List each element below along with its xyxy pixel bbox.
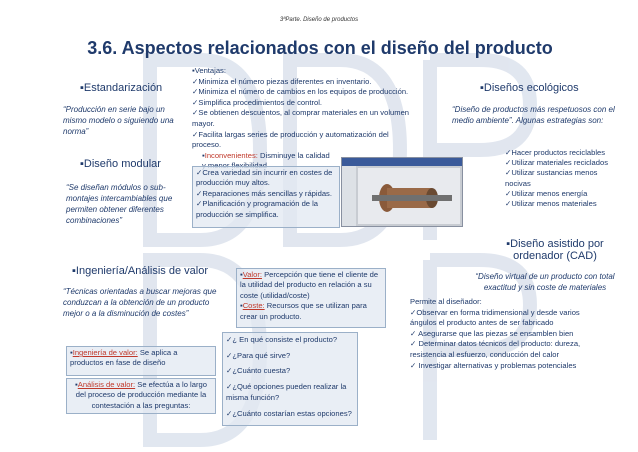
ventajas-item: ✓Simplifica procedimientos de control.: [192, 97, 323, 107]
valor-coste-box: [236, 268, 386, 328]
ingenieria-valor-box: ▪Ingeniería de valor: Se aplica a productos en fase de diseño: [66, 346, 216, 376]
question-item: ✓¿Qué opciones pueden realizar la misma función?: [226, 381, 347, 403]
question-item: ✓¿Cuánto cuesta?: [226, 366, 291, 376]
estandarizacion-quote: “Producción en serie bajo un mismo modelo o siguiendo una norma”: [63, 105, 174, 136]
ecologicos-item: ✓Hacer productos reciclables: [505, 148, 606, 157]
questions-box: [222, 332, 358, 426]
cad-permite: [410, 297, 595, 371]
cad-screenshot-image: [341, 157, 463, 227]
coste-definition: ▪Coste: Recursos que se utilizan para crear un producto.: [240, 301, 367, 321]
analisis-valor-box: ▪Análisis de valor: Se efectúa a lo largo del proceso de producción mediante la contestación a las preguntas:: [66, 378, 216, 414]
cad-quote: “Diseño virtual de un producto con total exactitud y sin coste de materiales: [475, 272, 615, 292]
ventajas-item: ✓Facilita largas series de producción y automatización del proceso.: [192, 129, 389, 150]
ecologicos-heading: ▪Diseños ecológicos: [480, 82, 579, 94]
ingenieria-quote: “Técnicas orientadas a buscar mejoras que conduzcan a la obtención de un producto mejor o a la disminución de costes”: [63, 287, 217, 318]
modular-quote: “Se diseñan módulos o sub-montajes intercambiables que permiten obtener diferentes combinaciones”: [66, 183, 173, 225]
cad-heading: ▪Diseño asistido por ordenador (CAD): [506, 238, 604, 262]
ecologicos-item: ✓Utilizar menos materiales: [505, 199, 597, 209]
modular-item: ✓Planificación y programación de la producción se simplifica.: [196, 199, 319, 219]
ventajas-item: ✓Se obtienen descuentos, al comprar materiales en un volumen mayor.: [192, 108, 410, 128]
page-title: 3.6. Aspectos relacionados con el diseño del producto: [87, 38, 553, 58]
question-item: ✓¿Cuánto costarían estas opciones?: [226, 408, 352, 418]
ecologicos-quote: “Diseño de productos más respetuosos con el medio ambiente”. Algunas estrategias son:: [452, 105, 615, 125]
ventajas-label: ▪Ventajas:: [192, 66, 226, 75]
ecologicos-item: ✓Utilizar menos energía: [505, 188, 588, 198]
cad-item: ✓Observar en forma tridimensional y desde varios ángulos el producto antes de ser fabricado: [410, 307, 580, 328]
part-header: 3ªParte. Diseño de productos: [279, 17, 359, 23]
cad-item: ✓ Determinar datos técnicos del producto: dureza, resistencia al esfuerzo, conducción del calor: [410, 339, 581, 359]
ingenieria-heading: ▪Ingeniería/Análisis de valor: [72, 265, 208, 277]
ecologicos-list: [505, 148, 615, 209]
question-item: ✓¿Para qué sirve?: [226, 350, 291, 360]
modular-heading: ▪Diseño modular: [80, 158, 161, 170]
estandarizacion-heading: ▪Estandarización: [80, 82, 163, 94]
inconvenientes: ▪Inconvenientes: Disminuye la calidad: [202, 150, 330, 160]
cad-item: ✓ Asegurarse que las piezas se ensamblen bien: [410, 328, 574, 338]
modular-item: ✓Crea variedad sin incurrir en costes de producción muy altos.: [196, 168, 333, 188]
ecologicos-item: ✓Utilizar sustancias menos nocivas: [505, 168, 598, 188]
modular-advantages-box: [192, 166, 340, 228]
ventajas-item: ✓Minimiza el número piezas diferentes en inventario.: [192, 76, 372, 86]
ventajas-item: ✓Minimiza el número de cambios en los equipos de producción.: [192, 87, 409, 97]
ecologicos-item: ✓Utilizar materiales reciclados: [505, 158, 609, 168]
valor-definition: ▪Valor: Percepción que tiene el cliente de la utilidad del producto en relación a su coste (utilidad/coste): [240, 270, 379, 300]
question-item: ✓¿ En qué consiste el producto?: [226, 335, 338, 344]
modular-item: ✓Reparaciones más sencillas y rápidas.: [196, 188, 332, 198]
cad-item: ✓ Investigar alternativas y problemas potenciales: [410, 360, 577, 370]
cad-permite-label: Permite al diseñador:: [410, 297, 482, 306]
